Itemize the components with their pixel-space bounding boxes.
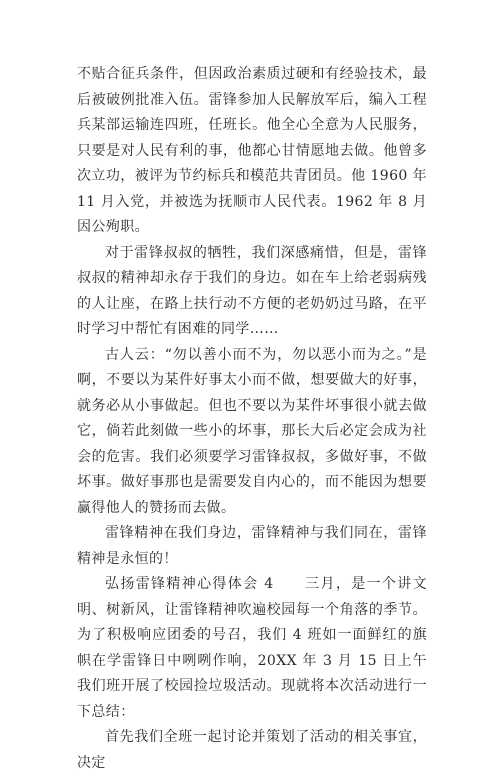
paragraph-3: 古人云：“勿以善小而不为，勿以恶小而为之。”是啊，不要以为某件好事太小而不做，想要做大的好事，就务必从小事做起。但也不要以为某件坏事很小就去做它，倘若此刻做一些小的坏事，那长大后必定会成为社会的危害。我们必须要学习雷锋叔叔，多做好事，不做坏事。做好事那也是需要发自内心的，而不能因为想要赢得他人的赞扬而去做。 [77, 346, 427, 516]
paragraph-6: 首先我们全班一起讨论并策划了活动的相关事宜，决定 [77, 729, 427, 771]
document-body [77, 62, 427, 776]
paragraph-5: 弘扬雷锋精神心得体会 4 三月，是一个讲文明、树新风，让雷锋精神吹遍校园每一个角落的季节。为了积极响应团委的号召，我们 4 班如一面鲜红的旗帜在学雷锋日中咧咧作响，20XX 年 3 月 15 日上午我们班开展了校园捡垃圾活动。现就将本次活动进行一下总结： [77, 576, 427, 720]
paragraph-2: 对于雷锋叔叔的牺牲，我们深感痛惜，但是，雷锋叔叔的精神却永存于我们的身边。如在车上给老弱病残的人让座，在路上扶行动不方便的老奶奶过马路，在平时学习中帮忙有困难的同学…… [77, 244, 427, 337]
paragraph-1: 不贴合征兵条件，但因政治素质过硬和有经验技术，最后被破例批准入伍。雷锋参加人民解放军后，编入工程兵某部运输连四班，任班长。他全心全意为人民服务，只要是对人民有利的事，他都心甘情愿地去做。他曾多次立功，被评为节约标兵和模范共青团员。他 1960 年 11 月入党，并被选为抚顺市人民代表。1962 年 8 月因公殉职。 [77, 66, 427, 235]
paragraph-4: 雷锋精神在我们身边，雷锋精神与我们同在，雷锋精神是永恒的！ [77, 525, 427, 567]
